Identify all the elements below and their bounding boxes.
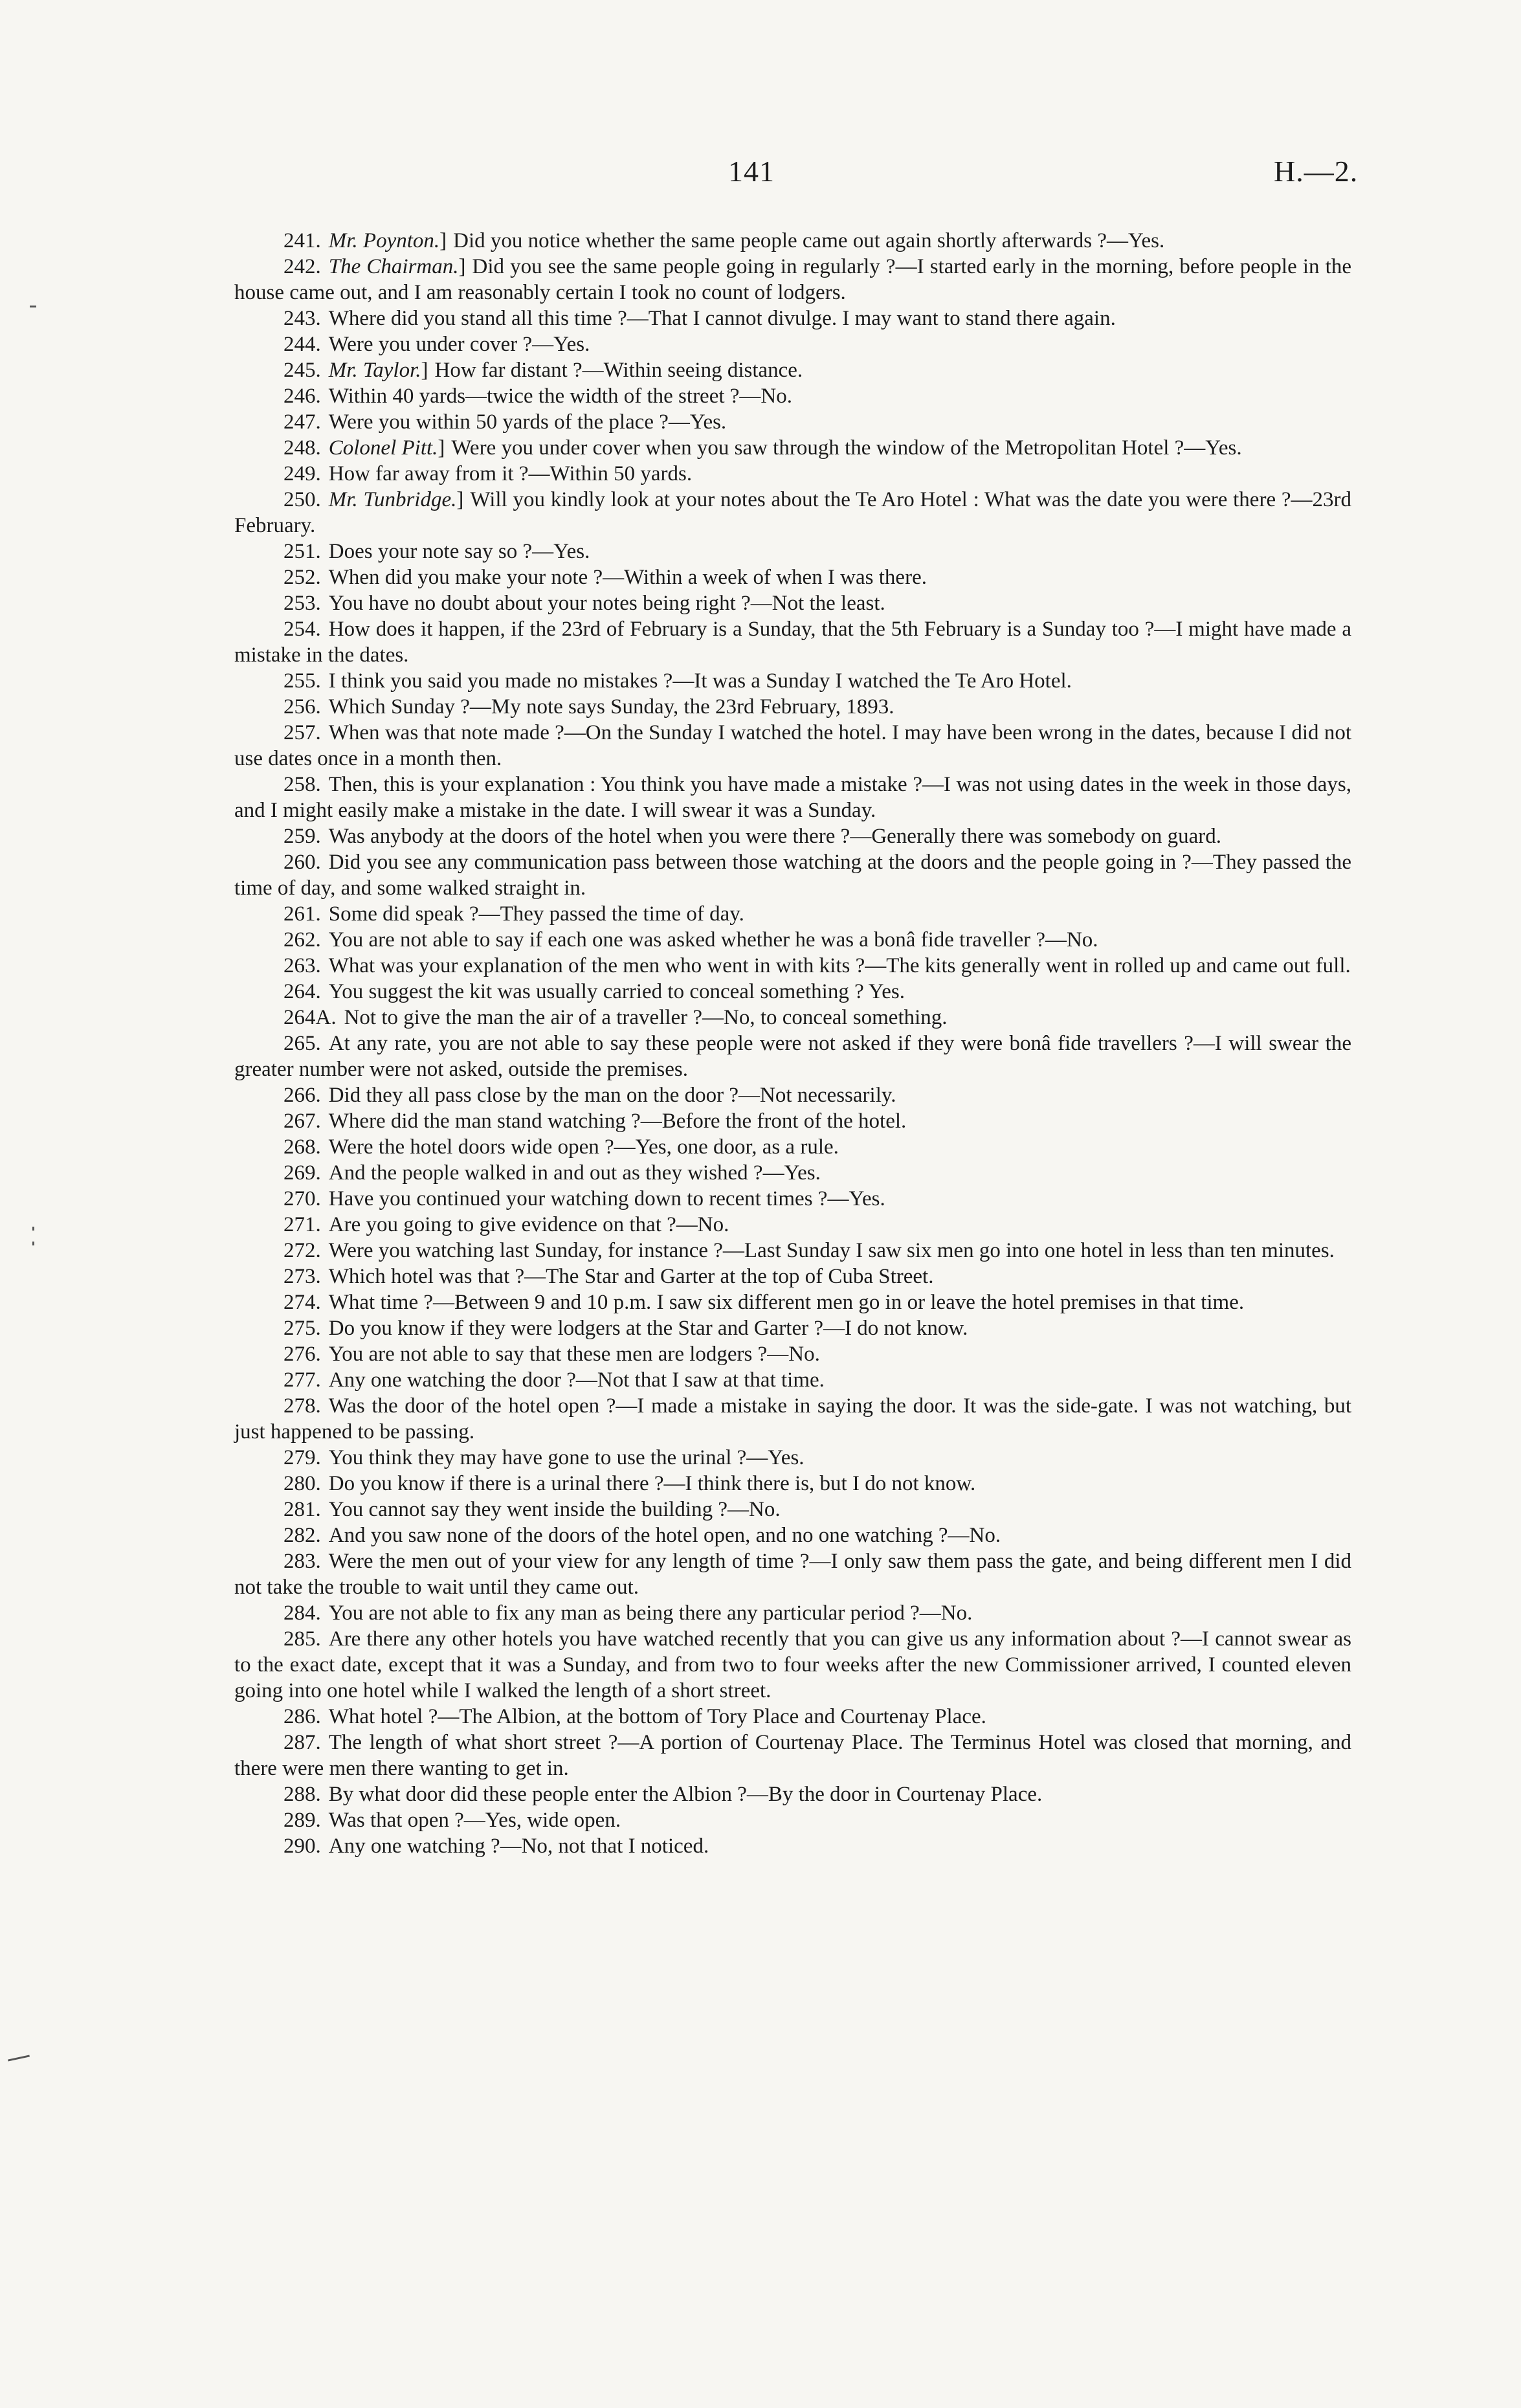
entry-number: 251. [283,540,321,563]
entry-number: 266. [283,1084,321,1107]
entry-text: And the people walked in and out as they wished ?—Yes. [328,1161,821,1185]
entry-number: 246. [283,385,321,408]
entry-text: Which hotel was that ?—The Star and Garter at the top of Cuba Street. [328,1265,934,1288]
testimony-entry [234,1005,1351,1031]
entry-number: 280. [283,1472,321,1495]
entry-number: 245. [283,359,321,382]
testimony-entry [234,1471,1351,1497]
entry-number: 249. [283,462,321,485]
entry-text: At any rate, you are not able to say these people were not asked if they were bonâ fide travellers ?—I will swear the greater number were not asked, outside the premises. [234,1032,1351,1081]
entry-number: 287. [283,1731,321,1754]
entry-text: How far distant ?—Within seeing distance. [434,359,803,382]
testimony-entry [234,1393,1351,1445]
scan-speck [32,1242,34,1245]
entry-text: What hotel ?—The Albion, at the bottom of Tory Place and Courtenay Place. [328,1705,986,1728]
scan-speck [30,306,36,307]
testimony-entry [234,331,1351,357]
testimony-entry [234,1367,1351,1393]
entry-text: You suggest the kit was usually carried to conceal something ? Yes. [328,980,905,1003]
document-reference: H.—2. [1274,155,1359,188]
testimony-entry [234,1626,1351,1704]
speaker-name: Mr. Tunbridge. [328,488,457,511]
testimony-entry [234,694,1351,720]
entry-text: Were you under cover when you saw through the window of the Metropolitan Hotel ?—Yes. [451,436,1242,460]
testimony-entry [234,979,1351,1005]
entry-number: 265. [283,1032,321,1055]
entry-number: 269. [283,1161,321,1185]
testimony-entry [234,1212,1351,1238]
entry-text: Which Sunday ?—My note says Sunday, the 23rd February, 1893. [328,695,894,719]
entry-text: Not to give the man the air of a traveller ?—No, to conceal something. [344,1006,948,1029]
testimony-entry [234,1730,1351,1781]
entry-text: Where did the man stand watching ?—Before the front of the hotel. [328,1109,907,1133]
testimony-entry [234,1341,1351,1367]
entry-text: What was your explanation of the men who went in with kits ?—The kits generally went in rolled up and came out full. [328,954,1351,977]
entry-text: Did you notice whether the same people came out again shortly afterwards ?—Yes. [453,229,1165,252]
entry-text: By what door did these people enter the Albion ?—By the door in Courtenay Place. [328,1783,1043,1806]
entry-number: 255. [283,669,321,693]
entry-text: Then, this is your explanation : You think you have made a mistake ?—I was not using dates in the week in those days, and I might easily make a mistake in the date. I will swear it was a Sunday. [234,773,1351,822]
testimony-entry [234,849,1351,901]
entry-text: Are you going to give evidence on that ?—No. [328,1213,729,1236]
entry-number: 286. [283,1705,321,1728]
entry-number: 253. [283,592,321,615]
entry-number: 273. [283,1265,321,1288]
testimony-entry [234,409,1351,435]
testimony-entry [234,616,1351,668]
testimony-entry [234,564,1351,590]
entry-number: 258. [283,773,321,796]
entry-number: 264. [283,980,321,1003]
testimony-entry [234,1522,1351,1548]
testimony-entry: 250. Mr. Tunbridge.] Will you kindly look at your notes about the Te Aro Hotel : What was the date you were there ?—23rd February. [234,488,1351,537]
testimony-body [234,228,1351,1859]
entry-number: 250. [283,488,321,511]
testimony-entry [234,772,1351,823]
testimony-entry [234,823,1351,849]
entry-text: Did you see any communication pass between those watching at the doors and the people going in ?—They passed the time of day, and some walked straight in. [234,851,1351,900]
entry-number: 270. [283,1187,321,1210]
entry-text: The length of what short street ?—A portion of Courtenay Place. The Terminus Hotel was closed that morning, and there were men there wanting to get in. [234,1731,1351,1780]
scan-speck [32,1227,34,1231]
entry-text: Were you under cover ?—Yes. [328,333,590,356]
entry-number: 279. [283,1446,321,1469]
entry-number: 256. [283,695,321,719]
entry-number: 244. [283,333,321,356]
entry-number: 242. [283,255,321,278]
entry-number: 288. [283,1783,321,1806]
testimony-entry [234,1186,1351,1212]
entry-number: 252. [283,566,321,589]
entry-number: 282. [283,1524,321,1547]
testimony-entry [234,1134,1351,1160]
scan-speck [8,2055,30,2061]
entry-number: 248. [283,436,321,460]
testimony-entry [234,1600,1351,1626]
entry-text: How far away from it ?—Within 50 yards. [328,462,693,485]
entry-text: Any one watching ?—No, not that I noticed. [328,1834,709,1858]
entry-number: 264A. [283,1006,337,1029]
testimony-entry [234,668,1351,694]
testimony-entry [234,1315,1351,1341]
entry-text: Some did speak ?—They passed the time of day. [328,902,744,926]
entry-text: Did they all pass close by the man on the door ?—Not necessarily. [328,1084,896,1107]
testimony-entry [234,590,1351,616]
testimony-entry: 242. The Chairman.] Did you see the same people going in regularly ?—I started early in the morning, before people in the house came out, and I am reasonably certain I took no count of lodgers. [234,255,1351,304]
speaker-name: Mr. Taylor. [328,359,421,382]
testimony-entry: 248. Colonel Pitt.] Were you under cover when you saw through the window of the Metropolitan Hotel ?—Yes. [283,436,1242,460]
entry-number: 260. [283,851,321,874]
testimony-entry [234,953,1351,979]
entry-text: Where did you stand all this time ?—That I cannot divulge. I may want to stand there again. [328,307,1116,330]
entry-text: Will you kindly look at your notes about the Te Aro Hotel : What was the date you were there ?—23rd February. [234,488,1351,537]
entry-text: Were you within 50 yards of the place ?—Yes. [328,410,727,434]
page-number: 141 [728,155,775,188]
entry-number: 267. [283,1109,321,1133]
entry-number: 276. [283,1343,321,1366]
entry-text: You cannot say they went inside the building ?—No. [328,1498,781,1521]
entry-number: 257. [283,721,321,744]
entry-text: And you saw none of the doors of the hotel open, and no one watching ?—No. [328,1524,1001,1547]
entry-text: What time ?—Between 9 and 10 p.m. I saw six different men go in or leave the hotel premises in that time. [328,1291,1245,1314]
entry-number: 284. [283,1601,321,1625]
testimony-entry: 245. Mr. Taylor.] How far distant ?—Within seeing distance. [283,359,803,382]
entry-text: When was that note made ?—On the Sunday I watched the hotel. I may have been wrong in the dates, because I did not use dates once in a month then. [234,721,1351,770]
testimony-entry [234,539,1351,564]
testimony-entry [234,720,1351,772]
testimony-entry [234,1031,1351,1082]
entry-text: Was that open ?—Yes, wide open. [328,1809,621,1832]
entry-text: Were the hotel doors wide open ?—Yes, one door, as a rule. [328,1135,839,1159]
entry-text: Do you know if they were lodgers at the Star and Garter ?—I do not know. [328,1317,968,1340]
testimony-entry [234,1264,1351,1289]
entry-number: 271. [283,1213,321,1236]
entry-number: 262. [283,928,321,952]
testimony-entry [234,383,1351,409]
testimony-entry [234,901,1351,927]
entry-text: Are there any other hotels you have watched recently that you can give us any information about ?—I cannot swear as to the exact date, except that it was a Sunday, and from two to four weeks after the new Commissioner arrived, I counted eleven going into one hotel while I walked the length of a short street. [234,1627,1351,1702]
entry-number: 289. [283,1809,321,1832]
testimony-entry [234,1497,1351,1522]
testimony-entry [234,1289,1351,1315]
entry-number: 261. [283,902,321,926]
entry-text: Did you see the same people going in regularly ?—I started early in the morning, before people in the house came out, and I am reasonably certain I took no count of lodgers. [234,255,1351,304]
entry-number: 268. [283,1135,321,1159]
testimony-entry [234,1548,1351,1600]
testimony-entry [234,927,1351,953]
entry-text: When did you make your note ?—Within a week of when I was there. [328,566,927,589]
testimony-entry [234,1704,1351,1730]
entry-number: 283. [283,1550,321,1573]
entry-number: 241. [283,229,321,252]
entry-text: Were you watching last Sunday, for instance ?—Last Sunday I saw six men go into one hotel in less than ten minutes. [328,1239,1335,1262]
entry-number: 290. [283,1834,321,1858]
entry-text: You have no doubt about your notes being right ?—Not the least. [328,592,885,615]
entry-number: 278. [283,1394,321,1418]
entry-number: 285. [283,1627,321,1651]
entry-text: I think you said you made no mistakes ?—It was a Sunday I watched the Te Aro Hotel. [328,669,1072,693]
testimony-entry [234,1238,1351,1264]
entry-text: How does it happen, if the 23rd of February is a Sunday, that the 5th February is a Sunday too ?—I might have made a mistake in the dates. [234,618,1351,667]
testimony-entry [234,1082,1351,1108]
entry-text: Have you continued your watching down to recent times ?—Yes. [328,1187,885,1210]
testimony-entry [234,306,1351,331]
entry-text: Do you know if there is a urinal there ?—I think there is, but I do not know. [328,1472,976,1495]
entry-number: 275. [283,1317,321,1340]
testimony-entry [234,1807,1351,1833]
speaker-name: Mr. Poynton. [328,229,440,252]
testimony-entry: 241. Mr. Poynton.] Did you notice whether the same people came out again shortly afterwards ?—Yes. [283,229,1165,252]
entry-text: Were the men out of your view for any length of time ?—I only saw them pass the gate, and being different men I did not take the trouble to wait until they came out. [234,1550,1351,1599]
entry-number: 274. [283,1291,321,1314]
testimony-entry [234,1445,1351,1471]
speaker-name: Colonel Pitt. [328,436,438,460]
speaker-name: The Chairman. [328,255,459,278]
entry-text: Was the door of the hotel open ?—I made a mistake in saying the door. It was the side-gate. I was not watching, but just happened to be passing. [234,1394,1351,1444]
entry-number: 281. [283,1498,321,1521]
testimony-entry [234,1781,1351,1807]
entry-text: Does your note say so ?—Yes. [328,540,590,563]
entry-text: You are not able to fix any man as being there any particular period ?—No. [328,1601,973,1625]
entry-number: 259. [283,825,321,848]
entry-text: You are not able to say if each one was asked whether he was a bonâ fide traveller ?—No. [328,928,1098,952]
entry-number: 243. [283,307,321,330]
entry-number: 263. [283,954,321,977]
entry-number: 254. [283,618,321,641]
testimony-entry [234,1108,1351,1134]
testimony-entry [234,461,1351,487]
entry-text: Any one watching the door ?—Not that I saw at that time. [328,1368,825,1392]
entry-text: You think they may have gone to use the urinal ?—Yes. [328,1446,805,1469]
entry-number: 272. [283,1239,321,1262]
entry-number: 277. [283,1368,321,1392]
testimony-entry [234,1833,1351,1859]
testimony-entry [234,1160,1351,1186]
entry-text: Was anybody at the doors of the hotel when you were there ?—Generally there was somebody on guard. [328,825,1221,848]
entry-text: You are not able to say that these men are lodgers ?—No. [328,1343,820,1366]
entry-number: 247. [283,410,321,434]
entry-text: Within 40 yards—twice the width of the street ?—No. [328,385,793,408]
